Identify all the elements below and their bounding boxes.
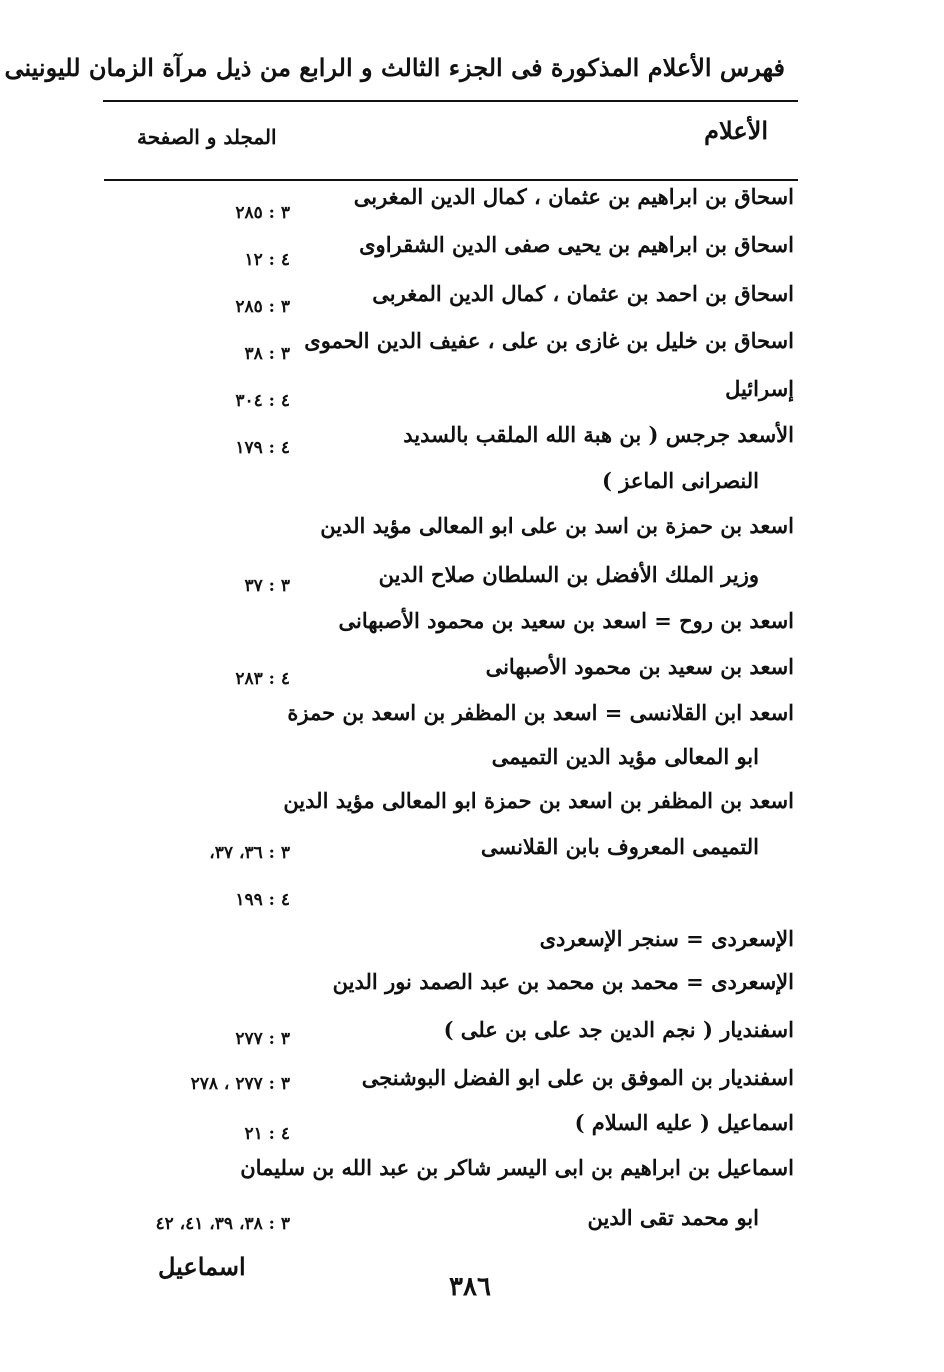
- entry-ref: ٤ : ٢١: [244, 1124, 290, 1144]
- catchword: اسماعيل: [158, 1252, 246, 1281]
- entry-text: اسعد ابن القلانسى = اسعد بن المظفر بن اسعد بن حمزة: [287, 700, 794, 725]
- page-header-title: فهرس الأعلام المذكورة فى الجزء الثالث و الرابع من ذيل مرآة الزمان لليونينى: [4, 53, 785, 82]
- entry-text: إسرائيل: [725, 376, 794, 401]
- entry-text: اسحاق بن ابراهيم بن عثمان ، كمال الدين المغربى: [353, 184, 794, 209]
- entry-text: الإسعردى = محمد بن محمد بن عبد الصمد نور الدين: [332, 969, 794, 994]
- entry-ref: ٤ : ٢٨٣: [235, 669, 290, 689]
- entry-text: اسماعيل بن ابراهيم بن ابى اليسر شاكر بن عبد الله بن سليمان: [240, 1155, 794, 1180]
- entry-ref: ٣ : ٣٨: [244, 344, 290, 364]
- entry-text: النصرانى الماعز ): [602, 468, 759, 493]
- entry-ref: ٤ : ٣٠٤: [235, 391, 290, 411]
- entry-text: اسعد بن حمزة بن اسد بن على ابو المعالى مؤيد الدين: [320, 513, 794, 538]
- entry-ref: ٣ : ٢٨٥: [235, 203, 290, 223]
- entry-text: اسماعيل ( عليه السلام ): [574, 1110, 794, 1135]
- entry-text: اسحاق بن ابراهيم بن يحيى صفى الدين الشقراوى: [359, 232, 794, 257]
- column-header-volume-page: المجلد و الصفحة: [137, 125, 277, 149]
- entry-ref: ٣ : ٢٨٥: [235, 297, 290, 317]
- entry-text: ابو محمد تقى الدين: [587, 1205, 759, 1230]
- entry-text: وزير الملك الأفضل بن السلطان صلاح الدين: [378, 562, 759, 587]
- entry-text: التميمى المعروف بابن القلانسى: [480, 834, 759, 859]
- column-header-names: الأعلام: [704, 116, 768, 145]
- entry-ref: ٣ : ٣٧: [244, 576, 290, 596]
- entry-text: الإسعردى = سنجر الإسعردى: [539, 926, 794, 951]
- entry-ref: ٤ : ١٧٩: [235, 438, 290, 458]
- entry-ref: ٣ : ٢٧٧ ، ٢٧٨: [190, 1074, 290, 1094]
- entry-ref: ٤ : ١٢: [244, 250, 290, 270]
- entry-text: اسحاق بن احمد بن عثمان ، كمال الدين المغربى: [372, 281, 794, 306]
- entry-ref: ٣ : ٢٧٧: [235, 1029, 290, 1049]
- entry-text: ابو المعالى مؤيد الدين التميمى: [491, 744, 759, 769]
- entry-text: اسحاق بن خليل بن غازى بن على ، عفيف الدين الحموى: [304, 328, 794, 353]
- entry-text: اسفنديار ( نجم الدين جد على بن على ): [443, 1017, 794, 1042]
- entry-text: اسفنديار بن الموفق بن على ابو الفضل البوشنجى: [361, 1065, 794, 1090]
- entry-ref: ٣ : ٣٦، ٣٧،: [209, 843, 290, 863]
- entry-ref: ٣ : ٣٨، ٣٩، ٤١، ٤٢: [155, 1214, 290, 1234]
- entry-text: اسعد بن روح = اسعد بن سعيد بن محمود الأصبهانى: [338, 608, 794, 633]
- entry-text: الأسعد جرجس ( بن هبة الله الملقب بالسديد: [403, 422, 794, 447]
- page-number: ٣٨٦: [449, 1272, 491, 1302]
- entry-ref: ٤ : ١٩٩: [235, 890, 290, 910]
- entry-text: اسعد بن سعيد بن محمود الأصبهانى: [485, 654, 794, 679]
- entry-text: اسعد بن المظفر بن اسعد بن حمزة ابو المعالى مؤيد الدين: [283, 788, 794, 813]
